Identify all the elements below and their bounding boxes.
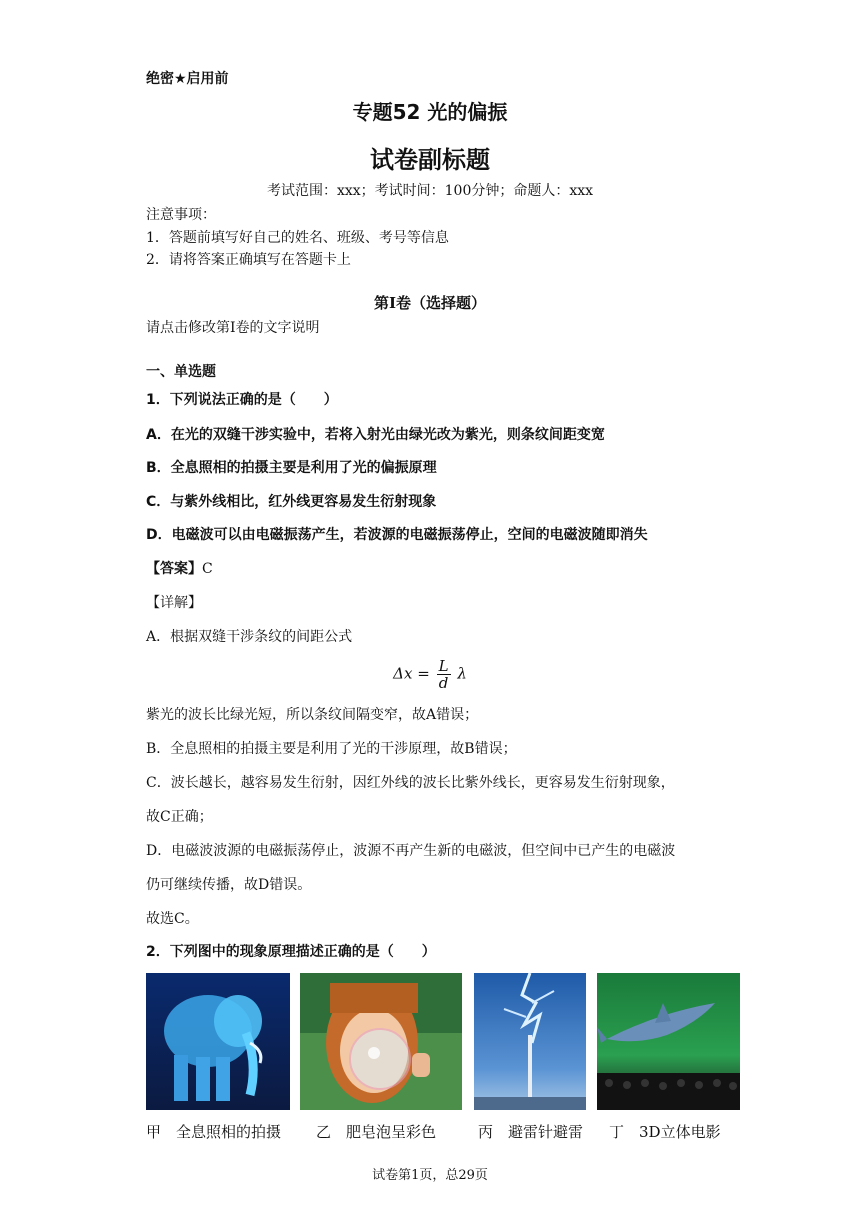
- answer-value: C: [202, 561, 213, 577]
- explain-line: 紫光的波长比绿光短，所以条纹间隔变窄，故A错误；: [146, 707, 479, 723]
- explain-line: C．波长越长，越容易发生衍射，因红外线的波长比紫外线长，更容易发生衍射现象，: [146, 775, 675, 791]
- question-1-option-a: A．在光的双缝干涉实验中，若将入射光由绿光改为紫光，则条纹间距变宽: [146, 427, 605, 443]
- image-caption-bing: 丙 避雷针避雷: [478, 1123, 584, 1141]
- explain-line: D．电磁波波源的电磁振荡停止，波源不再产生新的电磁波，但空间中已产生的电磁波: [146, 843, 676, 859]
- explain-line: 仍可继续传播，故D错误。: [146, 877, 312, 893]
- part-heading: 一、单选题: [146, 364, 216, 380]
- answer-line: [146, 558, 213, 578]
- formula-numerator: L: [438, 657, 449, 675]
- notes-heading: 注意事项：: [146, 207, 216, 223]
- image-caption-yi: 乙 肥皂泡呈彩色: [316, 1123, 437, 1141]
- soap-bubble-child-image: [300, 973, 462, 1110]
- section-description: 请点击修改第I卷的文字说明: [146, 320, 320, 336]
- page-footer: 试卷第1页，总29页: [372, 1168, 488, 1183]
- image-caption-ding: 丁 3D立体电影: [609, 1123, 721, 1141]
- explain-line: 故选C。: [146, 911, 199, 927]
- confidential-header: 绝密★启用前: [146, 71, 229, 87]
- question-1-option-b: B．全息照相的拍摄主要是利用了光的偏振原理: [146, 460, 437, 476]
- spacing-formula: [0, 658, 860, 691]
- section-title: 第I卷（选择题）: [373, 294, 487, 312]
- question-2-stem: 2．下列图中的现象原理描述正确的是（ ）: [146, 944, 436, 960]
- question-1-option-c: C．与紫外线相比，红外线更容易发生衍射现象: [146, 494, 437, 510]
- formula-tail: λ: [457, 664, 467, 683]
- image-caption-jia: 甲 全息照相的拍摄: [146, 1123, 282, 1141]
- question-1-option-d: D．电磁波可以由电磁振荡产生，若波源的电磁振荡停止，空间的电磁波随即消失: [146, 527, 648, 543]
- paper-subtitle: 试卷副标题: [370, 146, 490, 174]
- note-item: 1．答题前填写好自己的姓名、班级、考号等信息: [146, 230, 449, 246]
- explain-line: B．全息照相的拍摄主要是利用了光的干涉原理，故B错误；: [146, 741, 517, 757]
- hologram-elephant-image: [146, 973, 290, 1110]
- answer-label: 【答案】: [146, 561, 202, 577]
- formula-lhs: Δx =: [393, 664, 430, 683]
- explain-line: 故C正确；: [146, 809, 213, 825]
- lightning-rod-image: [474, 973, 586, 1110]
- formula-fraction: [437, 658, 451, 691]
- 3d-movie-shark-image: [597, 973, 740, 1110]
- question-1-stem: 1．下列说法正确的是（ ）: [146, 392, 338, 408]
- formula-denominator: d: [438, 674, 449, 692]
- explain-line: A．根据双缝干涉条纹的间距公式: [146, 629, 353, 645]
- explain-label: 【详解】: [146, 595, 202, 611]
- note-item: 2．请将答案正确填写在答题卡上: [146, 252, 351, 268]
- exam-info: 考试范围：xxx；考试时间：100分钟；命题人：xxx: [266, 183, 594, 199]
- paper-title: 专题52 光的偏振: [352, 100, 508, 124]
